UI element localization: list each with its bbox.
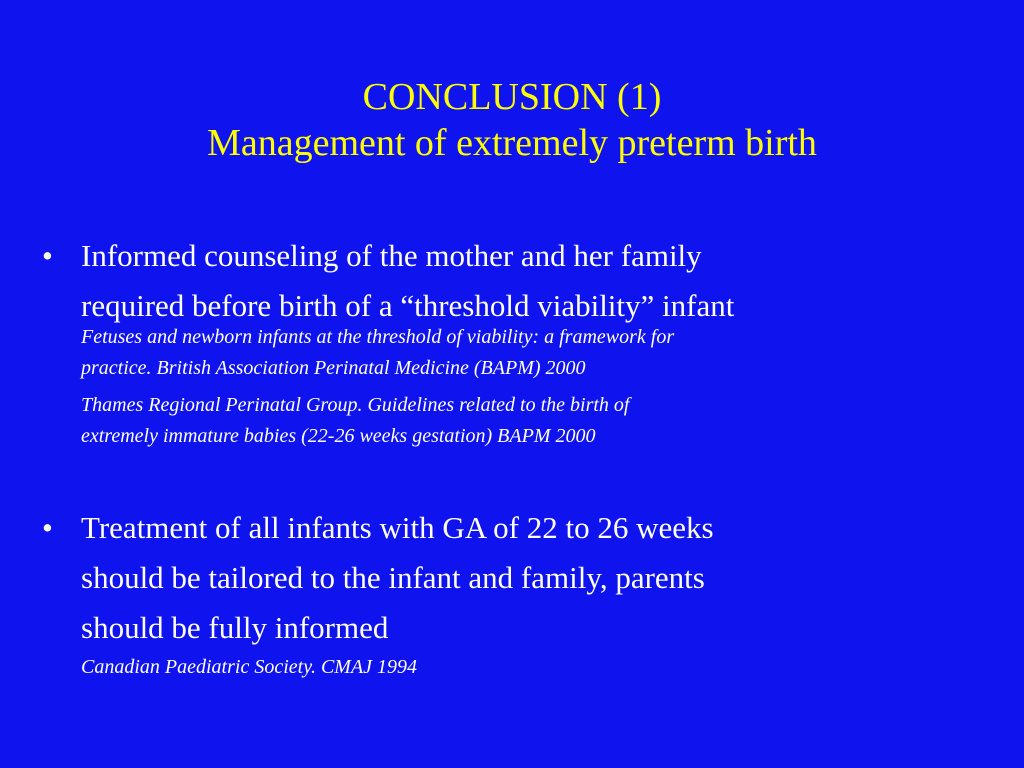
- reference-line: Thames Regional Perinatal Group. Guidelines related to the birth of: [81, 394, 630, 416]
- reference-line: extremely immature babies (22-26 weeks gestation) BAPM 2000: [81, 425, 596, 447]
- bullet-text-line: Informed counseling of the mother and her family: [81, 238, 702, 273]
- reference-citation: [81, 322, 981, 384]
- bullet-text-line: should be tailored to the infant and family, parents: [81, 560, 705, 595]
- title-subheading: Management of extremely preterm birth: [207, 122, 817, 164]
- reference-citation: [81, 390, 981, 452]
- reference-citation: [81, 652, 981, 683]
- title-heading: CONCLUSION (1): [362, 76, 662, 118]
- slide-title: [0, 74, 1024, 166]
- bullet-text-line: Treatment of all infants with GA of 22 to 26 weeks: [81, 510, 714, 545]
- reference-line: practice. British Association Perinatal Medicine (BAPM) 2000: [81, 357, 586, 379]
- bullet-text: [81, 503, 981, 653]
- bullet-text: [81, 231, 981, 331]
- bullet-marker: •: [42, 510, 53, 545]
- bullet-marker: •: [42, 238, 53, 273]
- bullet-text-line: should be fully informed: [81, 610, 389, 645]
- reference-line: Canadian Paediatric Society. CMAJ 1994: [81, 656, 418, 678]
- reference-line: Fetuses and newborn infants at the threshold of viability: a framework for: [81, 326, 675, 348]
- bullet-text-line: required before birth of a “threshold viability” infant: [81, 288, 735, 323]
